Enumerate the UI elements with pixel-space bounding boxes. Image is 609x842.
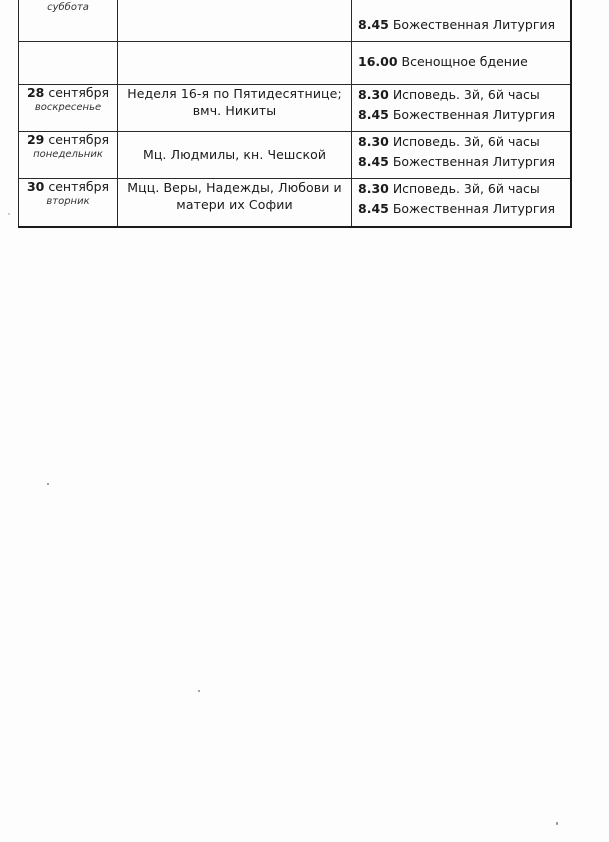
day-number: 28 <box>26 85 45 100</box>
service-name: Божественная Литургия <box>392 201 556 216</box>
service-name: Божественная Литургия <box>392 17 556 32</box>
service-name: Всенощное бдение <box>401 54 528 69</box>
scan-speck <box>198 690 200 692</box>
date-label <box>19 85 117 101</box>
month-name: сентября <box>48 179 110 194</box>
table-row <box>19 85 572 132</box>
services-cell <box>352 0 572 42</box>
day-number: 30 <box>26 179 45 194</box>
feast-line: Мц. Людмилы, кн. Чешской <box>142 147 327 162</box>
service-name: Исповедь. 3й, 6й часы <box>392 181 540 196</box>
service-entry <box>352 0 570 35</box>
services-cell <box>352 42 572 85</box>
scan-speck <box>8 213 10 215</box>
day-number: 29 <box>26 132 45 147</box>
service-time: 8.30 <box>358 134 389 149</box>
weekday-label: понедельник <box>33 149 103 160</box>
service-time: 8.45 <box>358 154 389 169</box>
service-time: 16.00 <box>358 54 398 69</box>
feast-cell <box>118 42 352 85</box>
feast-line: матери их Софии <box>176 197 293 212</box>
date-label <box>19 179 117 195</box>
service-time: 8.30 <box>358 87 389 102</box>
service-entry <box>352 85 570 105</box>
date-cell <box>19 179 118 227</box>
service-time: 8.45 <box>358 107 389 122</box>
service-name: Божественная Литургия <box>392 154 556 169</box>
service-schedule-table <box>18 0 572 228</box>
table-row <box>19 0 572 42</box>
service-entry <box>352 42 570 72</box>
date-cell <box>19 0 118 42</box>
service-entry <box>352 179 570 199</box>
services-cell <box>352 132 572 179</box>
table-row <box>19 132 572 179</box>
date-cell <box>19 85 118 132</box>
weekday-label: вторник <box>46 196 90 207</box>
service-name: Исповедь. 3й, 6й часы <box>392 134 540 149</box>
service-name: Исповедь. 3й, 6й часы <box>392 87 540 102</box>
services-cell <box>352 85 572 132</box>
date-label <box>19 132 117 148</box>
feast-line: вмч. Никиты <box>192 103 277 118</box>
service-entry <box>352 152 570 172</box>
service-time: 8.45 <box>358 17 389 32</box>
weekday-label: суббота <box>47 2 89 13</box>
table-row <box>19 42 572 85</box>
service-entry <box>352 105 570 125</box>
service-time: 8.30 <box>358 181 389 196</box>
date-cell <box>19 42 118 85</box>
feast-cell <box>118 179 352 227</box>
services-cell <box>352 179 572 227</box>
feast-cell <box>118 0 352 42</box>
feast-cell <box>118 85 352 132</box>
month-name: сентября <box>48 132 110 147</box>
table-row <box>19 179 572 227</box>
service-time: 8.45 <box>358 201 389 216</box>
service-entry <box>352 132 570 152</box>
scan-speck <box>556 822 558 825</box>
date-cell <box>19 132 118 179</box>
feast-line: Мцц. Веры, Надежды, Любови и <box>127 180 342 195</box>
month-name: сентября <box>48 85 110 100</box>
service-name: Божественная Литургия <box>392 107 556 122</box>
scan-speck <box>47 483 49 485</box>
feast-cell <box>118 132 352 179</box>
service-entry <box>352 199 570 219</box>
weekday-label: воскресенье <box>34 102 102 113</box>
feast-line: Неделя 16-я по Пятидесятнице; <box>127 86 342 101</box>
